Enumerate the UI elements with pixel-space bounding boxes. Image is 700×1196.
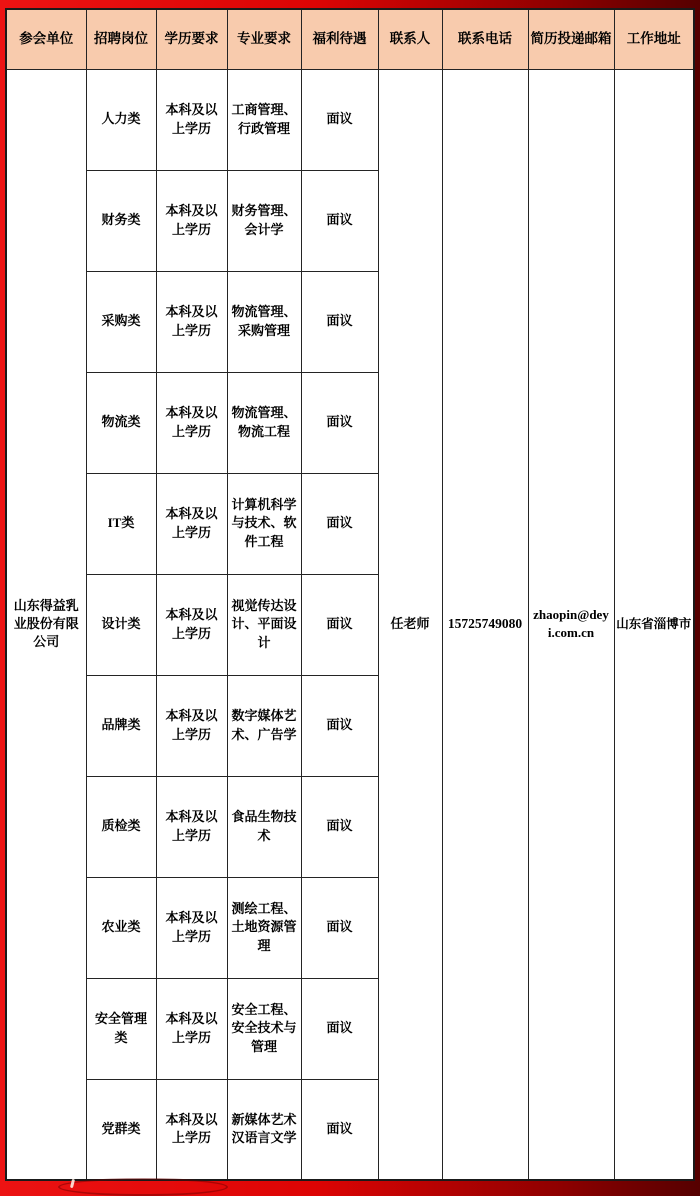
cell-salary: 面议 [301,877,378,978]
cell-major: 数字媒体艺术、广告学 [227,675,301,776]
cell-education: 本科及以上学历 [156,877,227,978]
cell-major: 财务管理、会计学 [227,170,301,271]
recruitment-table [5,8,695,1181]
cell-salary: 面议 [301,776,378,877]
cell-position: 品牌类 [86,675,156,776]
cell-salary: 面议 [301,473,378,574]
company-name-cell: 山东得益乳业股份有限公司 [6,69,86,1180]
cell-salary: 面议 [301,1079,378,1180]
header-education: 学历要求 [156,9,227,69]
cell-position: 质检类 [86,776,156,877]
cell-education: 本科及以上学历 [156,372,227,473]
cell-position: 物流类 [86,372,156,473]
cell-major: 物流管理、物流工程 [227,372,301,473]
header-email: 简历投递邮箱 [528,9,614,69]
cell-education: 本科及以上学历 [156,675,227,776]
cell-education: 本科及以上学历 [156,271,227,372]
cell-position: 设计类 [86,574,156,675]
table-row [6,69,694,170]
header-row [6,9,694,69]
cell-major: 视觉传达设计、平面设计 [227,574,301,675]
contact-address-cell: 山东省淄博市 [614,69,694,1180]
cell-education: 本科及以上学历 [156,1079,227,1180]
cell-major: 工商管理、行政管理 [227,69,301,170]
cell-major: 物流管理、采购管理 [227,271,301,372]
recruitment-table-container [5,8,693,1178]
cell-major: 安全工程、安全技术与管理 [227,978,301,1079]
cell-salary: 面议 [301,271,378,372]
cell-salary: 面议 [301,675,378,776]
cell-major: 食品生物技术 [227,776,301,877]
cell-position: 农业类 [86,877,156,978]
cell-major: 新媒体艺术汉语言文学 [227,1079,301,1180]
cell-education: 本科及以上学历 [156,69,227,170]
cell-education: 本科及以上学历 [156,574,227,675]
cell-position: 采购类 [86,271,156,372]
header-address: 工作地址 [614,9,694,69]
cell-position: 人力类 [86,69,156,170]
cell-education: 本科及以上学历 [156,776,227,877]
cell-salary: 面议 [301,69,378,170]
contact-person-cell: 任老师 [378,69,442,1180]
cell-major: 测绘工程、土地资源管理 [227,877,301,978]
cell-salary: 面议 [301,372,378,473]
cell-position: IT类 [86,473,156,574]
header-position: 招聘岗位 [86,9,156,69]
header-company: 参会单位 [6,9,86,69]
cell-salary: 面议 [301,574,378,675]
contact-phone-cell: 15725749080 [442,69,528,1180]
bottom-arc-decoration [58,1178,228,1196]
cell-position: 安全管理类 [86,978,156,1079]
cell-salary: 面议 [301,170,378,271]
cell-position: 财务类 [86,170,156,271]
contact-email-cell: zhaopin@deyi.com.cn [528,69,614,1180]
cell-education: 本科及以上学历 [156,170,227,271]
header-contact: 联系人 [378,9,442,69]
cell-salary: 面议 [301,978,378,1079]
cell-position: 党群类 [86,1079,156,1180]
cell-major: 计算机科学与技术、软件工程 [227,473,301,574]
header-phone: 联系电话 [442,9,528,69]
cell-education: 本科及以上学历 [156,473,227,574]
header-major: 专业要求 [227,9,301,69]
header-benefits: 福利待遇 [301,9,378,69]
cell-education: 本科及以上学历 [156,978,227,1079]
